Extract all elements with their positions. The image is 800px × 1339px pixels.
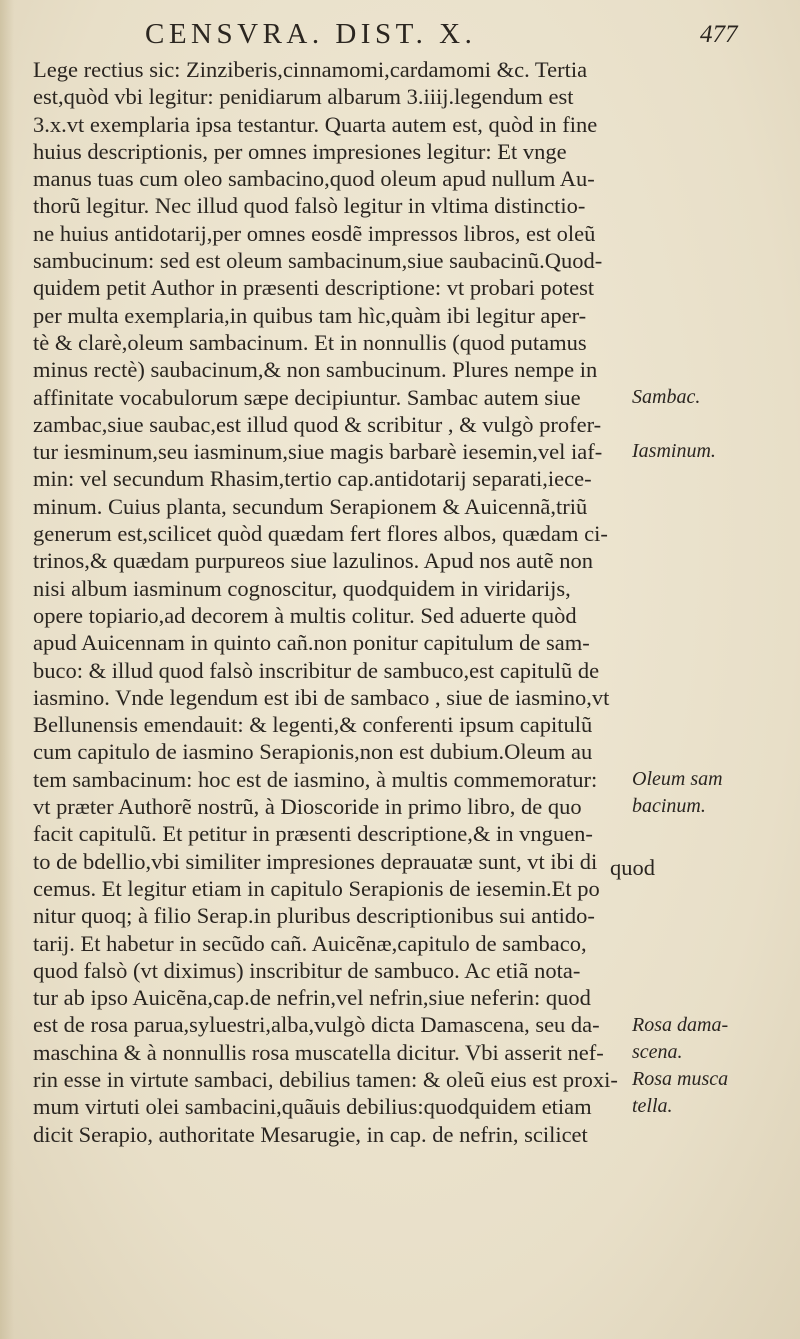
page-header: [0, 18, 800, 52]
text-line: nisi album iasminum cognoscitur, quodquidem in viridarijs,: [33, 575, 571, 601]
text-line: tem sambacinum: hoc est de iasmino, à multis commemoratur:: [33, 766, 598, 792]
text-line: cemus. Et legitur etiam in capitulo Serapionis de iesemin.Et po: [33, 875, 600, 901]
text-line: tarij. Et habetur in secũdo cañ. Auicẽnæ,capitulo de sambaco,: [33, 930, 587, 956]
text-line: buco: & illud quod falsò inscribitur de sambuco,est capitulũ de: [33, 657, 600, 683]
marginal-note: Rosa dama-: [632, 1013, 729, 1036]
text-line: nitur quoq; à filio Serap.in pluribus descriptionibus sui antido-: [33, 903, 595, 929]
text-line: tè & clarè,oleum sambacinum. Et in nonnullis (quod putamus: [33, 329, 587, 355]
text-line: est de rosa parua,syluestri,alba,vulgò dicta Damascena, seu da-: [33, 1012, 600, 1038]
text-line: per multa exemplaria,in quibus tam hìc,quàm ibi legitur aper-: [33, 302, 587, 328]
text-line: cum capitulo de iasmino Serapionis,non est dubium.Oleum au: [33, 739, 593, 765]
page-number: 477: [700, 21, 738, 48]
text-line: thorũ legitur. Nec illud quod falsò legitur in vltima distinctio-: [33, 193, 586, 219]
text-line: Lege rectius sic: Zinziberis,cinnamomi,cardamomi &c. Tertia: [33, 57, 588, 82]
marginal-note: bacinum.: [632, 795, 706, 818]
marginal-note: scena.: [632, 1040, 683, 1063]
text-line: quod falsò (vt diximus) inscribitur de sambuco. Ac etiã nota-: [33, 957, 581, 983]
marginal-note: Oleum sam: [632, 767, 723, 790]
text-line: sambucinum: sed est oleum sambacinum,siue saubacinũ.Quod-: [33, 248, 603, 274]
body-text: [33, 56, 723, 1148]
text-line: mum virtuti olei sambacini,quãuis debilius:quodquidem etiam: [33, 1094, 592, 1120]
catchword: quod: [610, 855, 655, 880]
text-line: trinos,& quædam purpureos siue lazulinos. Apud nos autẽ non: [33, 548, 593, 574]
text-line: apud Auicennam in quinto cañ.non ponitur capitulum de sam-: [33, 630, 590, 656]
page-gutter-shadow: [0, 0, 14, 1339]
running-head: CENSVRA. DIST. X.: [145, 18, 477, 50]
text-line: tur iesminum,seu iasminum,siue magis barbarè iesemin,vel iaf-: [33, 439, 603, 465]
text-line: dicit Serapio, authoritate Mesarugie, in cap. de nefrin, scilicet: [33, 1121, 588, 1147]
marginal-note: Sambac.: [632, 385, 701, 408]
text-line: huius descriptionis, per omnes impresiones legitur: Et vnge: [33, 138, 567, 164]
marginal-note: tella.: [632, 1095, 673, 1118]
text-line: 3.x.vt exemplaria ipsa testantur. Quarta autem est, quòd in fine: [33, 111, 598, 137]
text-line: maschina & à nonnullis rosa muscatella dicitur. Vbi asserit nef-: [33, 1039, 604, 1065]
text-line: zambac,siue saubac,est illud quod & scribitur , & vulgò profer-: [33, 411, 602, 437]
text-line: est,quòd vbi legitur: penidiarum albarum 3.iiij.legendum est: [33, 84, 574, 110]
marginal-note: Rosa musca: [632, 1068, 729, 1091]
text-line: opere topiario,ad decorem à multis colitur. Sed aduerte quòd: [33, 602, 577, 628]
text-line: tur ab ipso Auicẽna,cap.de nefrin,vel nefrin,siue neferin: quod: [33, 985, 591, 1011]
text-line: minum. Cuius planta, secundum Serapionem & Auicennã,triũ: [33, 493, 588, 519]
text-line: minus rectè) saubacinum,& non sambucinum. Plures nempe in: [33, 357, 598, 383]
text-line: to de bdellio,vbi similiter impresiones deprauatæ sunt, vt ibi di: [33, 848, 598, 874]
text-line: affinitate vocabulorum sæpe decipiuntur. Sambac autem siue: [33, 384, 581, 410]
text-line: manus tuas cum oleo sambacino,quod oleum apud nullum Au-: [33, 166, 595, 192]
text-line: vt præter Authorẽ nostrũ, à Dioscoride in primo libro, de quo: [33, 794, 582, 820]
marginal-note: Iasminum.: [632, 440, 716, 463]
text-line: quidem petit Author in præsenti descriptione: vt probari potest: [33, 275, 595, 301]
text-line: generum est,scilicet quòd quædam fert flores albos, quædam ci-: [33, 521, 608, 547]
text-line: Bellunensis emendauit: & legenti,& conferenti ipsum capitulũ: [33, 712, 593, 738]
text-line: iasmino. Vnde legendum est ibi de sambaco , siue de iasmino,vt: [33, 684, 610, 710]
text-line: ne huius antidotarij,per omnes eosdẽ impressos libros, est oleũ: [33, 220, 596, 246]
text-line: min: vel secundum Rhasim,tertio cap.antidotarij separati,iece-: [33, 466, 592, 492]
text-line: rin esse in virtute sambaci, debilius tamen: & oleũ eius est proxi-: [33, 1066, 618, 1092]
text-line: facit capitulũ. Et petitur in præsenti descriptione,& in vnguen-: [33, 821, 593, 847]
